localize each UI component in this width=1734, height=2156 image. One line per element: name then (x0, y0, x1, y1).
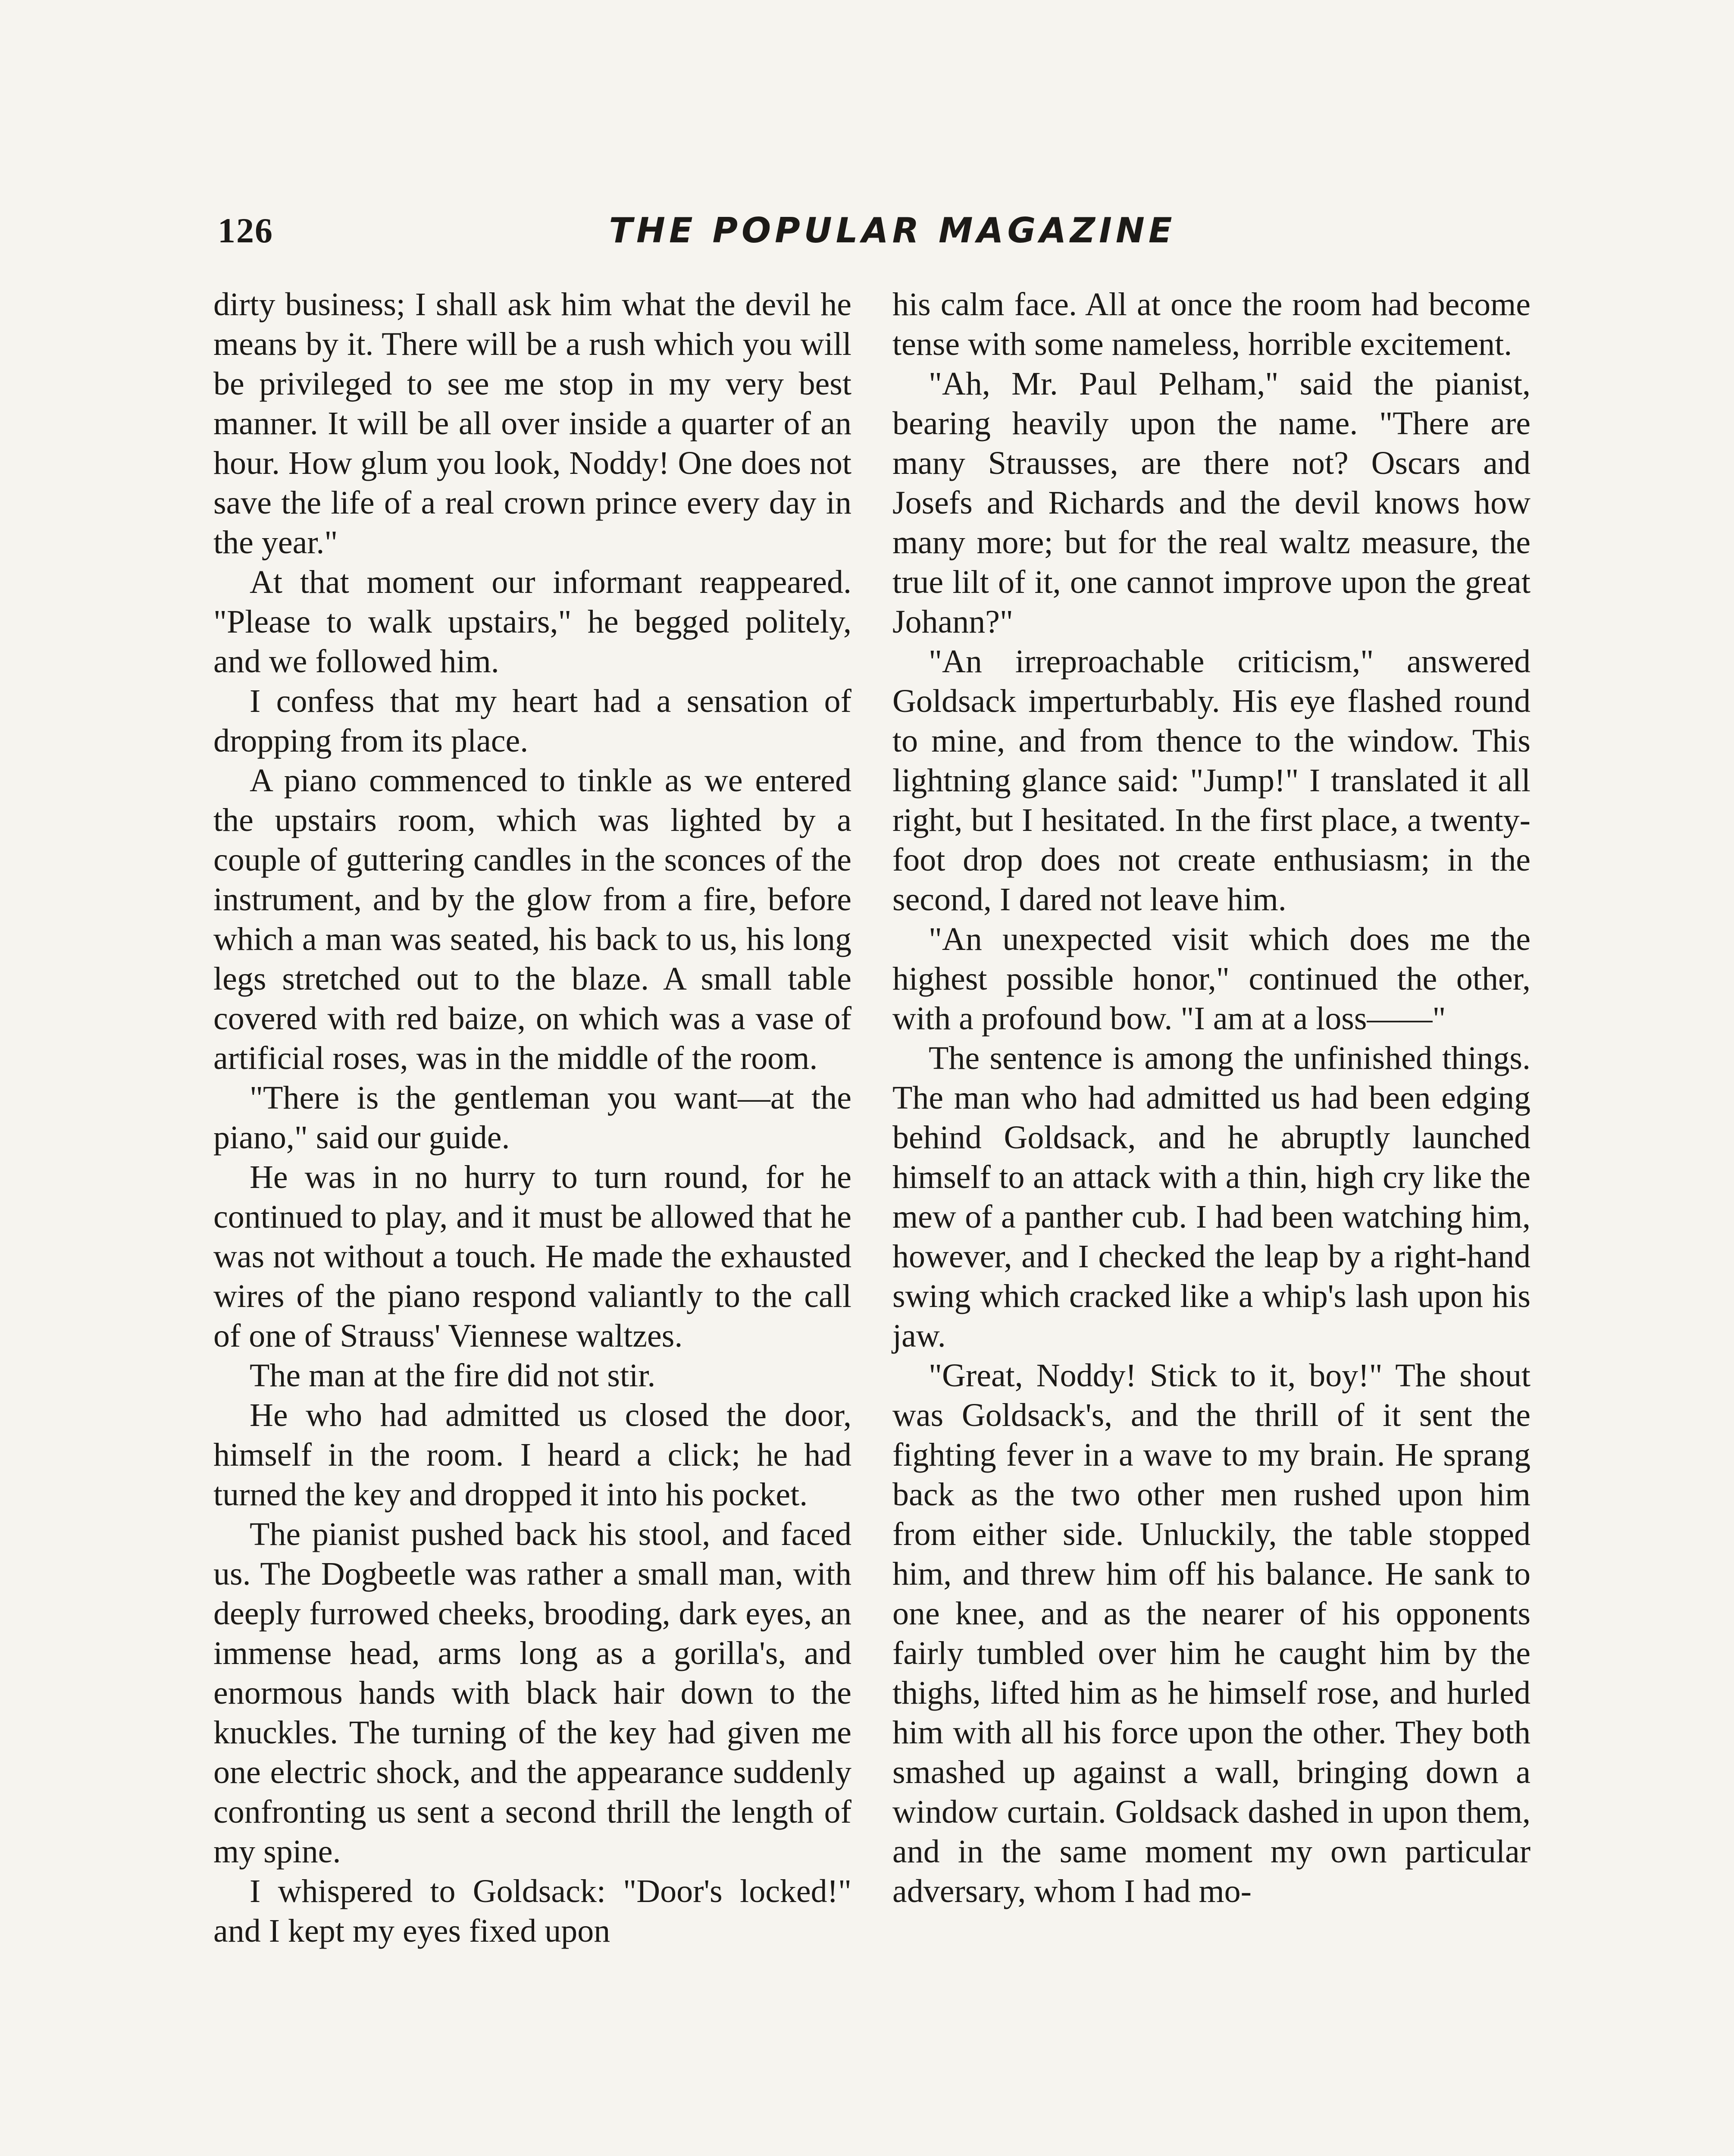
paragraph: He who had admitted us closed the door, himself in the room. I heard a click; he had turned the key and dropped it into his pocket. (213, 1397, 851, 1513)
page-number: 126 (218, 211, 273, 250)
paragraph: "There is the gentleman you want—at the piano," said our guide. (213, 1080, 851, 1156)
running-title: THE POPULAR MAGAZINE (609, 210, 1176, 251)
paragraph: "Great, Noddy! Stick to it, boy!" The shout was Goldsack's, and the thrill of it sent the fighting fever in a wave to my brain. He sprang back as the two other men rushed upon him from either side. Unluckily, the table stopped him, and threw him off his balance. He sank to one knee, and as the nearer of his opponents fairly tumbled over him he caught him by the thighs, lifted him as he himself rose, and hurled him with all his force upon the other. They both smashed up against a wall, bringing down a window curtain. Goldsack dashed in upon them, and in the same moment my own particular adversary, whom I had mo- (892, 1357, 1531, 1909)
paragraph: The pianist pushed back his stool, and faced us. The Dogbeetle was rather a small man, with deeply furrowed cheeks, brooding, dark eyes, an immense head, arms long as a gorilla's, and enormous hands with black hair down to the knuckles. The turning of the key had given me one electric shock, and the appearance suddenly confronting us sent a second thrill the length of my spine. (213, 1516, 851, 1870)
paragraph: dirty business; I shall ask him what the devil he means by it. There will be a rush which you will be privileged to see me stop in my very best manner. It will be all over inside a quarter of an hour. How glum you look, Noddy! One does not save the life of a real crown prince every day in the year." (213, 286, 851, 561)
paragraph: "Ah, Mr. Paul Pelham," said the pianist, bearing heavily upon the name. "There are many Strausses, are there not? Oscars and Josefs and Richards and the devil knows how many more; but for the real waltz measure, the true lilt of it, one cannot improve upon the great Johann?" (892, 366, 1531, 640)
paragraph: his calm face. All at once the room had become tense with some nameless, horrible excitement. (892, 286, 1531, 362)
paragraph: At that moment our informant reappeared. "Please to walk upstairs," he begged politely, and we followed him. (213, 564, 851, 680)
paragraph: I whispered to Goldsack: "Door's locked!" and I kept my eyes fixed upon (213, 1873, 851, 1949)
left-column (213, 285, 851, 1951)
paragraph: A piano commenced to tinkle as we entered the upstairs room, which was lighted by a couple of guttering candles in the sconces of the instrument, and by the glow from a fire, before which a man was seated, his back to us, his long legs stretched out to the blaze. A small table covered with red baize, on which was a vase of artificial roses, was in the middle of the room. (213, 762, 851, 1076)
paragraph: He was in no hurry to turn round, for he continued to play, and it must be allowed that he was not without a touch. He made the exhausted wires of the piano respond valiantly to the call of one of Strauss' Viennese waltzes. (213, 1159, 851, 1354)
right-column (892, 285, 1531, 1911)
paragraph: The sentence is among the unfinished things. The man who had admitted us had been edging behind Goldsack, and he abruptly launched himself to an attack with a thin, high cry like the mew of a panther cub. I had been watching him, however, and I checked the leap by a right-hand swing which cracked like a whip's lash upon his jaw. (892, 1040, 1531, 1354)
paragraph: "An irreproachable criticism," answered Goldsack imperturbably. His eye flashed round to mine, and from thence to the window. This lightning glance said: "Jump!" I translated it all right, but I hesitated. In the first place, a twenty-foot drop does not create enthusiasm; in the second, I dared not leave him. (892, 643, 1531, 918)
paragraph: "An unexpected visit which does me the highest possible honor," continued the other, with a profound bow. "I am at a loss——" (892, 921, 1531, 1037)
paragraph: The man at the fire did not stir. (250, 1357, 656, 1394)
paragraph: I confess that my heart had a sensation of dropping from its place. (213, 683, 851, 759)
